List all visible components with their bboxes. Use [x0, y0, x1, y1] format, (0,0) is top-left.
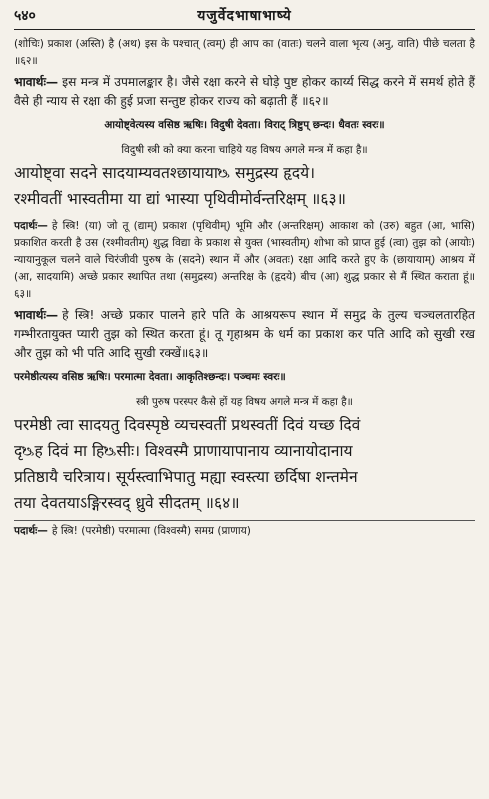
page-header: [14, 6, 475, 25]
bhavartha-text: हे स्त्रि! अच्छे प्रकार पालने हारे पति के आश्रयरूप स्थान में समुद्र के तुल्य चञ्चलतारहित गम्भीरतायुक्त प्यारी तुझ को स्थित करता हूं। तू गृहाश्रम के धर्म का प्रकाश कर पति आदि को सुखी रख और तुझ को भी पति आदि सुखी रक्खें॥६३॥: [14, 308, 475, 360]
padartha-continuation: (शोचिः) प्रकाश (अस्ति) है (अथ) इस के पश्चात्‌ (त्वम्) ही आप का (वातः) चलने वाला भृत्य (अनु, वाति) पीछे चलता है ॥६२॥: [14, 38, 475, 67]
divider: [14, 520, 475, 521]
mantra-63: [14, 160, 475, 212]
padartha-63: [14, 218, 475, 303]
intro-63: विदुषी स्त्री को क्या करना चाहिये यह विषय अगले मन्त्र में कहा है॥: [121, 144, 368, 156]
mantra-line: तया देवतयाऽङ्गिरस्वद् ध्रुवे सीदतम् ॥६४॥: [14, 494, 240, 512]
padartha-text: हे स्त्रि! (परमेष्ठी) परमात्मा (विश्वस्मै) समग्र (प्राणाय): [51, 525, 251, 537]
padartha-text: हे स्त्रि! (या) जो तू (द्याम्) प्रकाश (पृथिवीम्) भूमि और (अन्तरिक्षम्) आकाश को (उरु) बहुत (आ, भासि) प्रकाशित करती है उस (रश्मीवतीम्) शुद्ध विद्या के प्रकाश से युक्त (भास्वतीम्) शोभा को प्राप्त हुई (त्वा) तुझ को (आयोः) न्यायानुकूल चलने वाले चिरंजीवी पुरुष के (सदने) स्थान में और (अवतः) रक्षा आदि करते हुए के (छायायाम्) आश्रय में (आ, सादयामि) अच्छे प्रकार स्थापित तथा (समुद्रस्य) अन्तरिक्ष के (हृदये) बीच (आ) शुद्ध प्रकार से मैं स्थित कराता हूं॥६३॥: [14, 220, 475, 300]
mantra-line: रश्मीवतीं भास्वतीमा या द्यां भास्या पृथिवीमोर्वन्तरिक्षम् ॥६३॥: [14, 190, 346, 208]
bhavartha-62: [14, 73, 475, 111]
padartha-label: पदार्थः—: [14, 525, 48, 537]
page-title: यजुर्वेदभाषाभाष्ये: [197, 8, 292, 24]
rishi-line-64: परमेष्ठीत्यस्य वसिष्ठ ऋषिः। परमात्मा देवता। आकृतिश्छन्दः। पञ्चमः स्वरः॥: [14, 371, 286, 383]
mantra-line: प्रतिष्ठायै चरित्राय। सूर्यस्त्वाभिपातु मह्या स्वस्त्या छर्दिषा शन्तमेन: [14, 468, 358, 486]
padartha-label: पदार्थः—: [14, 220, 48, 232]
page-number: ५४०: [14, 8, 36, 24]
mantra-line: परमेष्ठी त्वा सादयतु दिवस्पृष्ठे व्यचस्वतीं प्रथस्वतीं दिवं यच्छ दिवं: [14, 416, 361, 434]
bhavartha-label: भावार्थः—: [14, 308, 59, 322]
header-rule: [14, 29, 475, 30]
bhavartha-text: इस मन्त्र में उपमालङ्कार है। जैसे रक्षा करने से घोड़े पुष्ट होकर कार्य्य सिद्ध करने में समर्थ होते हैं वैसे ही न्याय से रक्षा की हुई प्रजा सन्तुष्ट होकर राज्य को बढ़ाती हैं ॥६२॥: [14, 75, 475, 108]
mantra-line: आयोष्ट्वा सदने सादयाम्यवतश्छायायाᳬ समुद्रस्य हृदये।: [14, 164, 316, 182]
mantra-64: [14, 412, 475, 516]
bhavartha-63: [14, 306, 475, 363]
rishi-line-63: आयोष्ट्वेत्यस्य वसिष्ठ ऋषिः। विदुषी देवता। विराट् त्रिष्टुप् छन्दः। धैवतः स्वरः॥: [104, 119, 385, 131]
bhavartha-label: भावार्थः—: [14, 75, 59, 89]
mantra-line: दृᳬह दिवं मा हिᳬसीः। विश्वस्मै प्राणायापानाय व्यानायोदानाय: [14, 442, 353, 460]
intro-64: स्त्री पुरुष परस्पर कैसे हों यह विषय अगले मन्त्र में कहा है॥: [136, 396, 353, 408]
padartha-64: [14, 523, 475, 540]
